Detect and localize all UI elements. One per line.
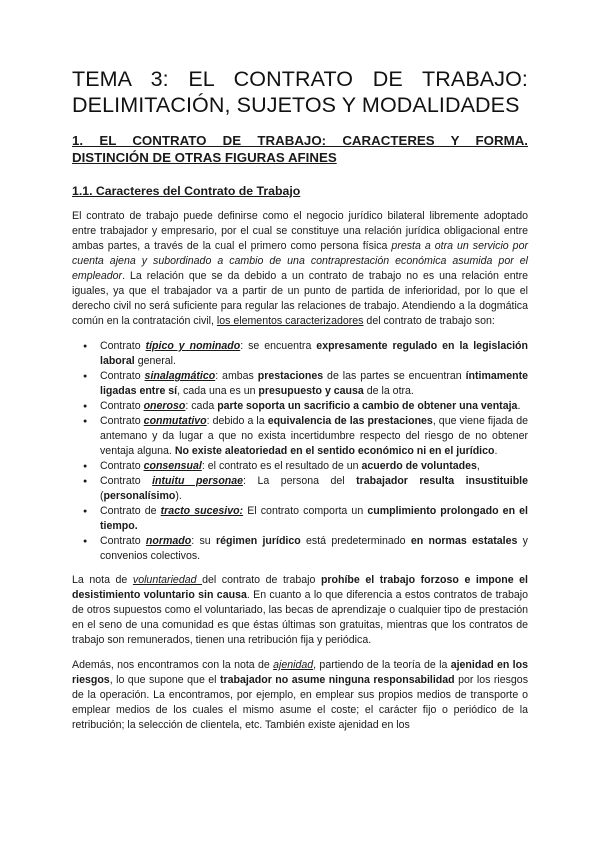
list-item-term: consensual	[143, 460, 202, 472]
para-text: . En cuanto a lo que diferencia a estos contratos de trabajo de otros supuestos como el voluntariado, las becas de aprendizaje o cualquier tipo de prestación en el seno de una comunidad es que éstas últimas son gratuitas, mientras que los contratos de trabajo son remunerados, tienen una retribución fija y periódica.	[72, 589, 528, 646]
list-item-term: normado	[145, 535, 192, 547]
list-item-bold: cumplimiento prolongado en el tiempo.	[100, 505, 528, 532]
list-item-prefix: Contrato	[100, 460, 144, 472]
list-item-text: : debido a la	[206, 415, 268, 427]
list-item	[100, 399, 528, 414]
list-item-text: .	[517, 400, 521, 412]
list-item-bold: presupuesto y causa	[258, 385, 364, 397]
list-item-text: .	[494, 445, 498, 457]
list-item-text: El contrato comporta un	[243, 505, 368, 517]
list-item-bold: personalísimo	[103, 490, 176, 502]
intro-paragraph	[72, 209, 528, 329]
list-item-text: , que viene fijada de antemano y da lugar a que no exista incertidumbre respecto del riesgo de no obtener ventaja alguna.	[100, 415, 529, 457]
list-item-bold: régimen jurídico	[215, 535, 301, 547]
list-item-bold: acuerdo de voluntades	[361, 460, 477, 472]
list-item-term: conmutativo	[143, 415, 207, 427]
list-item-term: intuitu personae	[152, 475, 244, 487]
list-item-text: de la otra.	[363, 385, 414, 397]
list-item	[100, 459, 528, 474]
para-text: Además, nos encontramos con la nota de	[72, 659, 274, 671]
list-item-bold: íntimamente ligadas entre sí	[100, 370, 528, 397]
list-item-term: sinalagmático	[144, 370, 216, 382]
list-item-text: : ambas	[215, 370, 258, 382]
list-item	[100, 474, 528, 504]
list-item-prefix: Contrato	[100, 475, 153, 487]
list-item-bold: en normas estatales	[410, 535, 518, 547]
intro-text: El contrato de trabajo puede definirse como el negocio jurídico bilateral libremente adoptado entre trabajador y empresario, por el cual se constituye una relación jurídica obligacional entre ambas partes, a través de la cual el primero como persona física	[72, 210, 528, 252]
title-line-2: DELIMITACIÓN, SUJETOS Y MODALIDADES	[72, 93, 520, 117]
voluntariedad-paragraph	[72, 573, 528, 648]
list-item-text: y convenios colectivos.	[100, 535, 528, 562]
list-item-text: de las partes se encuentran	[323, 370, 466, 382]
para-text: por los riesgos de la operación. La encontramos, por ejemplo, en emplear sus propios medios de transporte o emplear medios de los cuales el mismo asume el coste; el carácter fijo o periódico de la retribución; la selección de clientela, etc. También existe ajenidad en los	[72, 674, 529, 731]
list-item-prefix: Contrato de	[100, 505, 161, 517]
list-item-bold: trabajador resulta insustituible	[356, 475, 528, 487]
list-item-bold: prestaciones	[257, 370, 324, 382]
para-text: , lo que supone que el	[109, 674, 221, 686]
list-item-bold: expresamente regulado en la legislación laboral	[100, 340, 528, 367]
ajenidad-paragraph	[72, 658, 528, 733]
list-item-text: : su	[191, 535, 216, 547]
list-item-text: ).	[175, 490, 182, 502]
list-item	[100, 339, 528, 369]
list-item-term: típico y nominado	[145, 340, 241, 352]
para-bold: trabajador no asume ninguna responsabilidad	[220, 674, 455, 686]
section-heading-line-2: DISTINCIÓN DE OTRAS FIGURAS AFINES	[72, 150, 337, 165]
list-item-text: ,	[476, 460, 480, 472]
para-text: La nota de	[72, 574, 133, 586]
para-text: del contrato de trabajo	[202, 574, 321, 586]
term-ajenidad: ajenidad	[273, 659, 314, 671]
para-bold: ajenidad en los riesgos	[72, 659, 528, 686]
subsection-heading: 1.1. Caracteres del Contrato de Trabajo	[72, 184, 301, 198]
list-item	[100, 534, 528, 564]
intro-underlined: los elementos caracterizadores	[216, 315, 364, 327]
list-item-text: (	[100, 490, 104, 502]
list-item-text: general.	[134, 355, 176, 367]
list-item-bold: parte soporta un sacrificio a cambio de obtener una ventaja	[217, 400, 518, 412]
term-voluntariedad: voluntariedad	[132, 574, 203, 586]
list-item-bold: No existe aleatoriedad en el sentido económico ni en el jurídico	[174, 445, 495, 457]
para-bold: prohíbe el trabajo forzoso e impone el desistimiento voluntario sin causa	[72, 574, 528, 601]
list-item-term: tracto sucesivo:	[160, 505, 244, 517]
document-title	[72, 66, 528, 118]
section-heading	[72, 132, 528, 166]
list-item	[100, 369, 528, 399]
section-heading-line-1: 1. EL CONTRATO DE TRABAJO: CARACTERES Y FORMA.	[72, 133, 528, 148]
list-item-prefix: Contrato	[100, 370, 145, 382]
list-item-prefix: Contrato	[100, 400, 144, 412]
list-item-text: : el contrato es el resultado de un	[201, 460, 362, 472]
list-item-term: oneroso	[143, 400, 186, 412]
list-item-text: : se encuentra	[240, 340, 317, 352]
list-item-bold: equivalencia de las prestaciones	[267, 415, 433, 427]
para-text: , partiendo de la teoría de la	[313, 659, 451, 671]
characteristics-list	[72, 339, 528, 564]
intro-definition: presta a otra un servicio por cuenta ajena y subordinado a cambio de una contraprestación económica asumida por el empleador	[72, 240, 528, 282]
intro-text: del contrato de trabajo son:	[363, 315, 495, 327]
list-item	[100, 504, 528, 534]
list-item-text: : La persona del	[243, 475, 357, 487]
list-item-prefix: Contrato	[100, 535, 146, 547]
list-item-text: : cada	[185, 400, 218, 412]
list-item-prefix: Contrato	[100, 415, 144, 427]
list-item-text: , cada una es un	[177, 385, 259, 397]
list-item-prefix: Contrato	[100, 340, 146, 352]
intro-text: . La relación que se da debido a un contrato de trabajo no es una relación entre iguales, ya que el trabajador va a partir de un punto de partida de inferioridad, por lo que el derecho civil no será suficiente para regular las relaciones de trabajo. Atendiendo a la dogmática común en la contratación civil,	[72, 270, 528, 327]
title-line-1: TEMA 3: EL CONTRATO DE TRABAJO:	[72, 67, 528, 91]
list-item-text: está predeterminado	[300, 535, 411, 547]
list-item	[100, 414, 528, 459]
